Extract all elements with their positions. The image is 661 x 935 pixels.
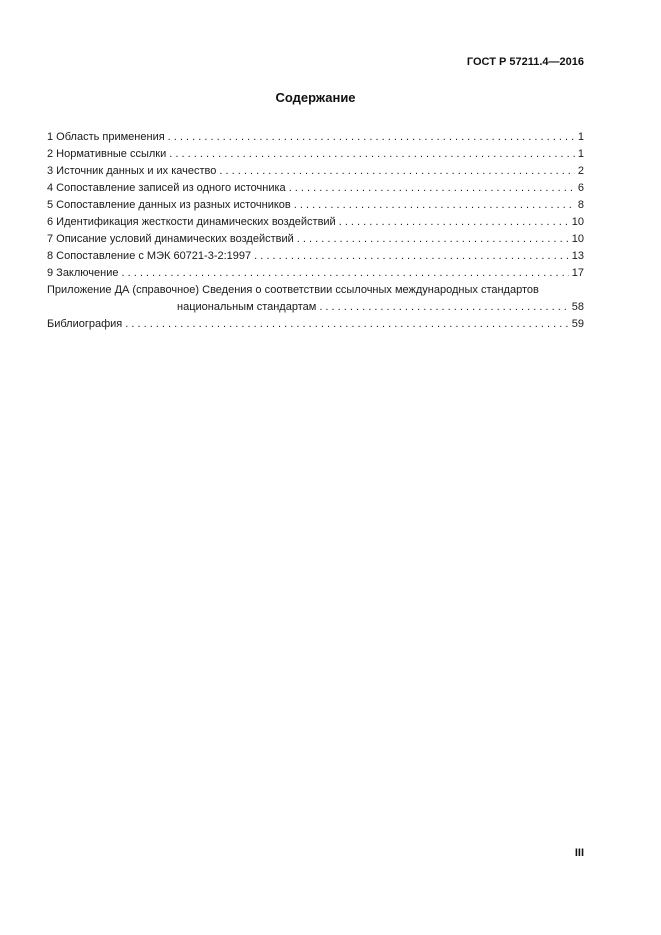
toc-entry bbox=[47, 163, 584, 180]
toc-entry-label: Приложение ДА (справочное) Сведения о соответствии ссылочных международных стандартов bbox=[47, 284, 539, 296]
toc-entry bbox=[47, 129, 584, 146]
toc-entry-label: 4 Сопоставление записей из одного источника bbox=[47, 182, 286, 194]
doc-number: ГОСТ Р 57211.4—2016 bbox=[466, 56, 584, 68]
page-header bbox=[47, 56, 584, 68]
toc-dot-leader bbox=[339, 214, 569, 231]
folio-page-number: III bbox=[574, 847, 584, 859]
toc-entry-label: 8 Сопоставление с МЭК 60721-3-2:1997 bbox=[47, 250, 252, 262]
toc-dot-leader bbox=[289, 180, 575, 197]
toc-entry-page: 17 bbox=[571, 267, 584, 279]
toc-entry-label: национальным стандартам bbox=[177, 301, 317, 313]
toc-entry bbox=[47, 248, 584, 265]
toc-dot-leader bbox=[254, 248, 569, 265]
toc-entry-label: 3 Источник данных и их качество bbox=[47, 165, 217, 177]
toc-entry-page: 10 bbox=[571, 216, 584, 228]
toc-entry-page: 8 bbox=[577, 199, 584, 211]
toc-entry-page: 13 bbox=[571, 250, 584, 262]
page-footer bbox=[575, 847, 584, 859]
toc-entry-label: 1 Область применения bbox=[47, 131, 165, 143]
toc-entry-page: 59 bbox=[571, 318, 584, 330]
toc-entry-page: 2 bbox=[577, 165, 584, 177]
toc-entry bbox=[47, 146, 584, 163]
toc-entry-label: 9 Заключение bbox=[47, 267, 119, 279]
toc-entry bbox=[47, 180, 584, 197]
toc-dot-leader bbox=[125, 316, 569, 333]
toc-entry-label: 6 Идентификация жесткости динамических воздействий bbox=[47, 216, 336, 228]
toc-entry-label: Библиография bbox=[47, 318, 123, 330]
toc-entry-page: 6 bbox=[577, 182, 584, 194]
toc-entry-page: 58 bbox=[571, 301, 584, 313]
toc-entry-page: 1 bbox=[577, 148, 584, 160]
toc-entry bbox=[47, 316, 584, 333]
page-content bbox=[47, 0, 584, 333]
toc-dot-leader bbox=[219, 163, 574, 180]
page-title: Содержание bbox=[275, 90, 356, 105]
toc-dot-leader bbox=[121, 265, 568, 282]
toc-entry-page: 10 bbox=[571, 233, 584, 245]
toc-entry bbox=[47, 231, 584, 248]
toc-entry-label: 5 Сопоставление данных из разных источников bbox=[47, 199, 291, 211]
toc-entry bbox=[47, 214, 584, 231]
toc-entry bbox=[47, 265, 584, 282]
toc-dot-leader bbox=[294, 197, 575, 214]
toc-dot-leader bbox=[319, 299, 568, 316]
toc-dot-leader bbox=[168, 129, 575, 146]
toc-entry bbox=[47, 197, 584, 214]
table-of-contents bbox=[47, 129, 584, 333]
toc-entry-appendix bbox=[47, 282, 584, 316]
toc-entry-label: 2 Нормативные ссылки bbox=[47, 148, 167, 160]
toc-entry-page: 1 bbox=[577, 131, 584, 143]
toc-entry-label: 7 Описание условий динамических воздействий bbox=[47, 233, 294, 245]
toc-entry-continuation bbox=[47, 299, 584, 316]
toc-dot-leader bbox=[297, 231, 569, 248]
toc-dot-leader bbox=[169, 146, 575, 163]
